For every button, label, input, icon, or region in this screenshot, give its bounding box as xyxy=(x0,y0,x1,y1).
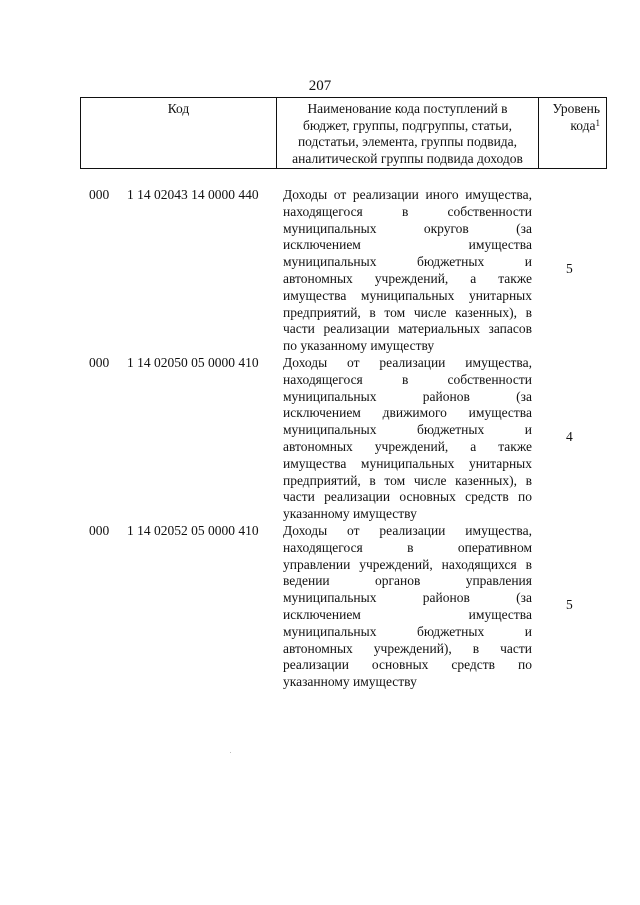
header-level-line xyxy=(539,118,600,135)
description-line: реализации основных средств по xyxy=(283,657,532,673)
header-code: Код xyxy=(81,98,277,168)
description-line: находящегося в собственности xyxy=(283,203,532,219)
row-prefix: 000 xyxy=(89,523,110,538)
row-level: 5 xyxy=(566,597,573,612)
description-line: Доходы от реализации имущества, xyxy=(283,355,532,370)
row-prefix: 000 xyxy=(89,355,110,370)
description-line: исключением имущества xyxy=(283,606,532,622)
header-name-line: подстатьи, элемента, группы подвида, xyxy=(297,134,518,149)
description-line: части реализации основных средств по xyxy=(283,489,532,505)
header-name xyxy=(277,98,539,168)
header-name-line: аналитической группы подвида доходов xyxy=(292,150,523,166)
description-line: муниципальных округов (за xyxy=(283,220,532,236)
description-line: Доходы от реализации имущества, xyxy=(283,523,532,538)
description-line: автономных учреждений), в части xyxy=(283,640,532,656)
row-description xyxy=(283,523,532,691)
description-line: части реализации материальных запасов xyxy=(283,321,532,337)
footnote-marker: 1 xyxy=(595,117,600,128)
description-line: ведении органов управления xyxy=(283,573,532,589)
description-line: исключением движимого имущества xyxy=(283,405,532,421)
description-line: муниципальных районов (за xyxy=(283,590,532,606)
description-line: предприятий, в том числе казенных), в xyxy=(283,304,532,320)
description-line: муниципальных районов (за xyxy=(283,388,532,404)
description-line: имущества муниципальных унитарных xyxy=(283,287,532,303)
description-line: предприятий, в том числе казенных), в xyxy=(283,472,532,488)
description-line: управлении учреждений, находящихся в xyxy=(283,556,532,572)
description-line: автономных учреждений, а также xyxy=(283,438,532,454)
header-name-line: бюджет, группы, подгруппы, статьи, xyxy=(303,117,512,133)
description-line: муниципальных бюджетных и xyxy=(283,254,532,270)
description-line: указанному имуществу xyxy=(283,674,417,690)
row-code: 1 14 02043 14 0000 440 xyxy=(127,187,259,202)
header-level-line: Уровень xyxy=(552,101,600,116)
description-line: исключением имущества xyxy=(283,237,532,253)
header-level xyxy=(539,98,606,168)
description-line: находящегося в оперативном xyxy=(283,539,532,555)
row-level: 4 xyxy=(566,429,573,444)
description-line: муниципальных бюджетных и xyxy=(283,422,532,438)
table-header xyxy=(80,97,607,169)
row-description xyxy=(283,355,532,523)
description-line: находящегося в собственности xyxy=(283,371,532,387)
scan-speck xyxy=(230,752,231,753)
page-number: 207 xyxy=(308,78,332,94)
description-line: по указанному имуществу xyxy=(283,338,435,354)
description-line: имущества муниципальных унитарных xyxy=(283,455,532,471)
row-description xyxy=(283,187,532,355)
row-level: 5 xyxy=(566,261,573,276)
description-line: автономных учреждений, а также xyxy=(283,270,532,286)
description-line: муниципальных бюджетных и xyxy=(283,623,532,639)
description-line: указанному имуществу xyxy=(283,506,417,522)
header-name-line: Наименование кода поступлений в xyxy=(307,101,508,116)
row-code: 1 14 02052 05 0000 410 xyxy=(127,523,259,538)
row-code: 1 14 02050 05 0000 410 xyxy=(127,355,259,370)
header-level-text: кода xyxy=(570,117,596,133)
row-prefix: 000 xyxy=(89,187,110,202)
description-line: Доходы от реализации иного имущества, xyxy=(283,187,532,202)
